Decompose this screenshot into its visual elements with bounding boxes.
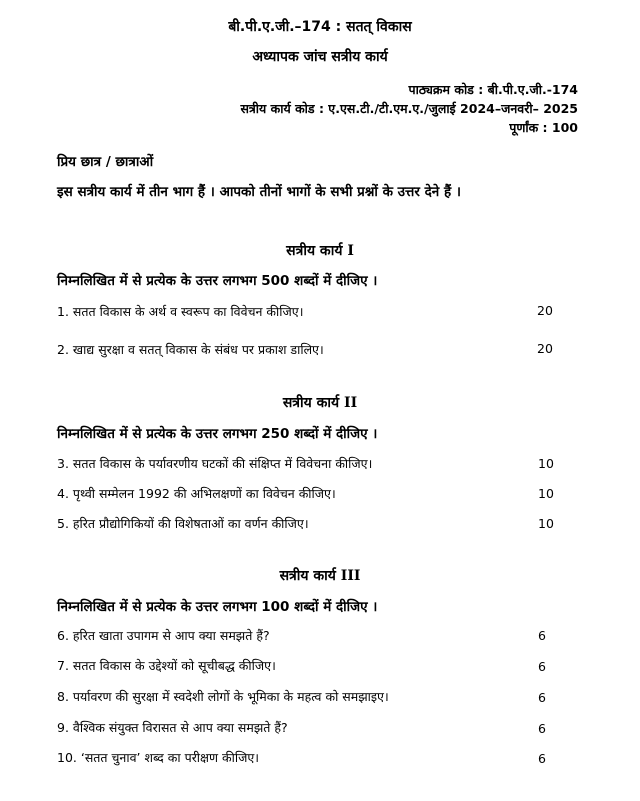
question-6: 6. हरित खाता उपागम से आप क्या समझते हैं? (57, 628, 270, 643)
question-8-marks: 6 (538, 690, 546, 705)
section-heading-label: सत्रीय कार्य (279, 568, 336, 584)
question-9-marks: 6 (538, 721, 546, 736)
question-1: 1. सतत विकास के अर्थ व स्वरूप का विवेचन कीजिए। (57, 304, 304, 319)
question-3-marks: 10 (538, 456, 554, 471)
question-3: 3. सतत विकास के पर्यावरणीय घटकों की संक्षिप्त में विवेचना कीजिए। (57, 456, 373, 471)
question-7-marks: 6 (538, 659, 546, 674)
section-heading-roman: III (340, 568, 361, 584)
question-4-marks: 10 (538, 486, 554, 501)
intro-note: इस सत्रीय कार्य में तीन भाग हैं । आपको तीनों भागों के सभी प्रश्नों के उत्तर देने हैं । (57, 184, 461, 200)
section-heading-1 (0, 241, 640, 260)
question-2-marks: 20 (537, 341, 553, 356)
greeting: प्रिय छात्र / छात्राओं (57, 154, 154, 170)
question-5: 5. हरित प्रौद्योगिकियों की विशेषताओं का वर्णन कीजिए। (57, 516, 309, 531)
question-9: 9. वैश्विक संयुक्त विरासत से आप क्या समझते हैं? (57, 720, 288, 735)
course-code: पाठ्यक्रम कोड : बी.पी.ए.जी.-174 (408, 82, 578, 97)
question-8: 8. पर्यावरण की सुरक्षा में स्वदेशी लोगों के भूमिका के महत्व को समझाइए। (57, 689, 389, 704)
section-heading-label: सत्रीय कार्य (286, 243, 343, 259)
question-6-marks: 6 (538, 628, 546, 643)
question-10-marks: 6 (538, 751, 546, 766)
question-7: 7. सतत विकास के उद्देश्यों को सूचीबद्ध कीजिए। (57, 658, 276, 673)
section-heading-roman: II (344, 395, 358, 411)
document-subtitle: अध्यापक जांच सत्रीय कार्य (252, 49, 388, 65)
section-instruction-3: निम्नलिखित में से प्रत्येक के उत्तर लगभग 100 शब्दों में दीजिए । (57, 599, 378, 615)
assignment-code: सत्रीय कार्य कोड : ए.एस.टी./टी.एम.ए./जुलाई 2024–जनवरी– 2025 (240, 101, 578, 116)
section-heading-roman: I (347, 243, 354, 259)
document-title: बी.पी.ए.जी.–174 : सतत् विकास (228, 19, 412, 35)
question-4: 4. पृथ्वी सम्मेलन 1992 की अभिलक्षणों का विवेचन कीजिए। (57, 486, 336, 501)
section-instruction-2: निम्नलिखित में से प्रत्येक के उत्तर लगभग 250 शब्दों में दीजिए । (57, 426, 378, 442)
question-1-marks: 20 (537, 303, 553, 318)
max-marks: पूर्णांक : 100 (509, 120, 578, 135)
question-10: 10. ‘सतत चुनाव’ शब्द का परीक्षण कीजिए। (57, 750, 260, 765)
section-heading-2 (0, 393, 640, 412)
question-2: 2. खाद्य सुरक्षा व सतत् विकास के संबंध पर प्रकाश डालिए। (57, 342, 324, 357)
section-instruction-1: निम्नलिखित में से प्रत्येक के उत्तर लगभग 500 शब्दों में दीजिए । (57, 273, 378, 289)
section-heading-label: सत्रीय कार्य (282, 395, 340, 411)
question-5-marks: 10 (538, 516, 554, 531)
section-heading-3 (0, 566, 640, 585)
